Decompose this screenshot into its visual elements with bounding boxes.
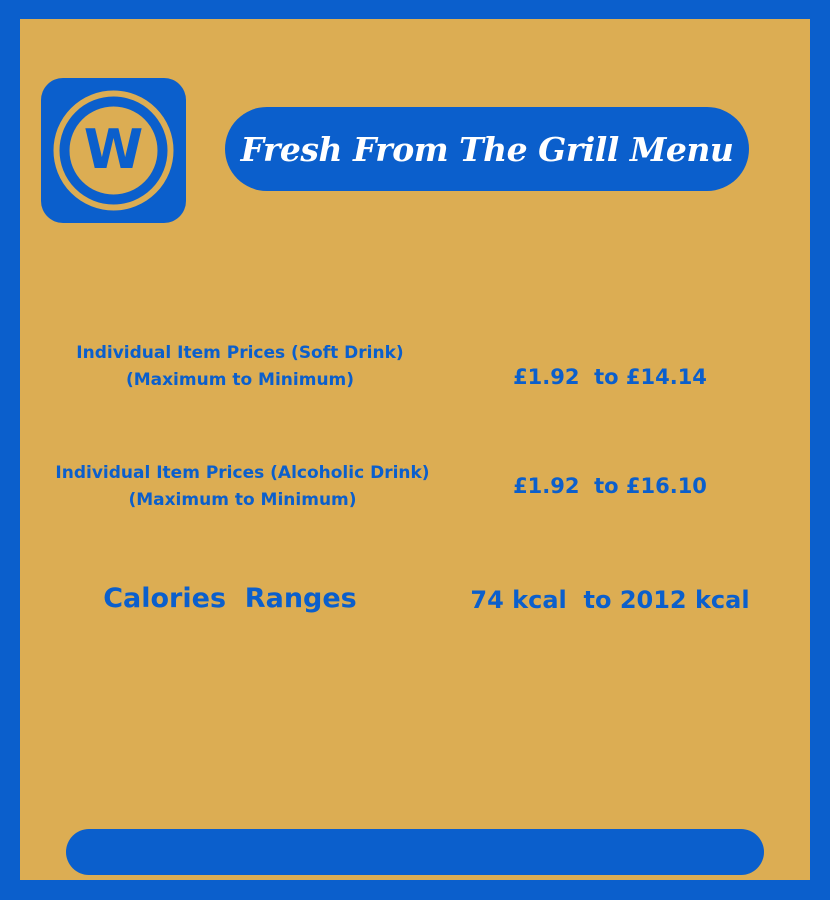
- soft-drink-label-line2: (Maximum to Minimum): [125, 370, 355, 390]
- calories-range-value: 74 kcal to 2012 kcal: [470, 586, 750, 614]
- logo-letter: W: [83, 118, 144, 181]
- calories-range-label: Calories Ranges: [103, 583, 357, 614]
- title-banner: [225, 107, 749, 191]
- alcoholic-drink-label-line2: (Maximum to Minimum): [128, 490, 357, 510]
- soft-drink-price-value: £1.92 to £14.14: [513, 365, 707, 389]
- alcoholic-drink-price-label: [25, 460, 460, 514]
- brand-logo: [41, 78, 186, 223]
- alcoholic-drink-label-line1: Individual Item Prices (Alcoholic Drink): [55, 463, 430, 483]
- page-title: Fresh From The Grill Menu: [240, 129, 734, 169]
- soft-drink-price-label: [40, 340, 440, 394]
- footer-bar: [66, 829, 764, 875]
- soft-drink-label-line1: Individual Item Prices (Soft Drink): [76, 343, 404, 363]
- alcoholic-drink-price-value: £1.92 to £16.10: [513, 474, 707, 498]
- w-circle-logo-icon: [41, 78, 186, 223]
